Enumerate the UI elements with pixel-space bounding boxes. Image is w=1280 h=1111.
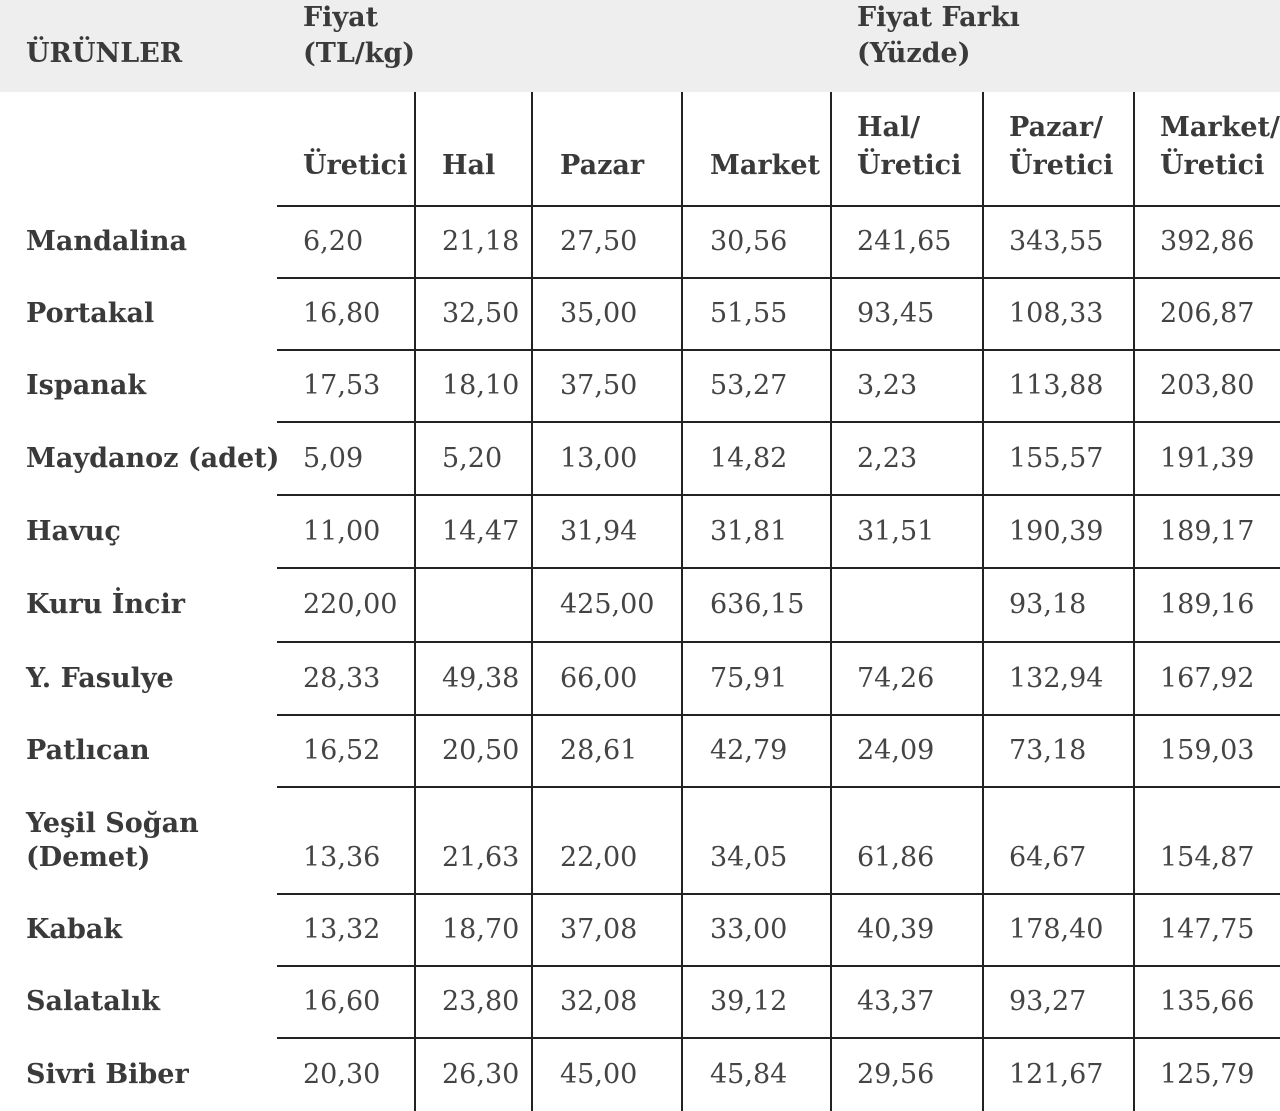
table-cell: 13,36 <box>303 841 381 873</box>
column-divider <box>982 92 984 1111</box>
table-cell: 392,86 <box>1160 226 1255 257</box>
column-divider <box>830 92 832 1111</box>
price-group-header: Fiyat (TL/kg) <box>303 2 416 69</box>
table-cell: 5,20 <box>442 442 503 474</box>
table-cell: 5,09 <box>303 442 364 474</box>
table-cell: 636,15 <box>710 589 805 620</box>
table-cell: 35,00 <box>560 298 638 329</box>
table-cell: 39,12 <box>710 986 788 1017</box>
table-cell: 20,30 <box>303 1058 381 1090</box>
table-cell: 241,65 <box>857 226 952 257</box>
table-cell: 33,00 <box>710 914 788 945</box>
row-divider <box>277 349 1280 351</box>
row-product-label: Sivri Biber <box>26 1058 189 1090</box>
table-cell: 206,87 <box>1160 298 1255 329</box>
table-cell: 31,51 <box>857 515 935 547</box>
products-column-header: ÜRÜNLER <box>26 38 183 69</box>
table-cell: 21,18 <box>442 226 520 257</box>
row-divider <box>277 277 1280 279</box>
row-product-label: Kuru İncir <box>26 589 185 620</box>
price-difference-group-header: Fiyat Farkı (Yüzde) <box>857 2 1020 69</box>
table-cell: 14,47 <box>442 515 520 547</box>
column-divider <box>414 92 416 1111</box>
row-divider <box>277 641 1280 643</box>
table-cell: 189,16 <box>1160 589 1255 620</box>
column-header: Market <box>710 150 820 181</box>
table-cell: 16,52 <box>303 735 381 766</box>
table-cell: 16,80 <box>303 298 381 329</box>
table-cell: 26,30 <box>442 1058 520 1090</box>
table-cell: 203,80 <box>1160 370 1255 401</box>
table-cell: 147,75 <box>1160 914 1255 945</box>
column-header: Hal <box>442 150 496 181</box>
row-product-label: Salatalık <box>26 986 160 1017</box>
table-cell: 32,08 <box>560 986 638 1017</box>
table-cell: 14,82 <box>710 442 788 474</box>
table-cell: 18,10 <box>442 370 520 401</box>
row-product-label: Mandalina <box>26 226 188 257</box>
row-divider <box>277 421 1280 423</box>
table-cell: 11,00 <box>303 515 381 547</box>
table-cell: 53,27 <box>710 370 788 401</box>
row-divider <box>277 786 1280 788</box>
row-divider <box>277 567 1280 569</box>
table-cell: 154,87 <box>1160 841 1255 873</box>
row-divider <box>277 205 1280 207</box>
table-cell: 45,84 <box>710 1058 788 1090</box>
table-cell: 28,61 <box>560 735 638 766</box>
column-header: Market/ Üretici <box>1160 112 1280 181</box>
column-header: Hal/ Üretici <box>857 112 962 181</box>
row-product-label: Maydanoz (adet) <box>26 442 280 474</box>
table-cell: 121,67 <box>1009 1058 1104 1090</box>
row-product-label: Portakal <box>26 298 155 329</box>
table-cell: 37,50 <box>560 370 638 401</box>
table-cell: 189,17 <box>1160 515 1255 547</box>
row-divider <box>277 893 1280 895</box>
table-cell: 93,27 <box>1009 986 1087 1017</box>
table-cell: 18,70 <box>442 914 520 945</box>
table-cell: 159,03 <box>1160 735 1255 766</box>
column-divider <box>681 92 683 1111</box>
table-cell: 17,53 <box>303 370 381 401</box>
table-cell: 66,00 <box>560 662 638 694</box>
table-cell: 31,81 <box>710 515 788 547</box>
table-cell: 16,60 <box>303 986 381 1017</box>
table-cell: 167,92 <box>1160 662 1255 694</box>
table-cell: 31,94 <box>560 515 638 547</box>
row-product-label: Yeşil Soğan (Demet) <box>26 807 199 873</box>
table-cell: 93,18 <box>1009 589 1087 620</box>
table-cell: 178,40 <box>1009 914 1104 945</box>
table-cell: 13,32 <box>303 914 381 945</box>
table-cell: 43,37 <box>857 986 935 1017</box>
row-product-label: Ispanak <box>26 370 147 401</box>
column-divider <box>1133 92 1135 1111</box>
row-product-label: Patlıcan <box>26 735 150 766</box>
table-cell: 343,55 <box>1009 226 1104 257</box>
table-cell: 51,55 <box>710 298 788 329</box>
table-cell: 30,56 <box>710 226 788 257</box>
table-cell: 22,00 <box>560 841 638 873</box>
table-cell: 20,50 <box>442 735 520 766</box>
table-cell: 13,00 <box>560 442 638 474</box>
table-cell: 73,18 <box>1009 735 1087 766</box>
column-header: Üretici <box>303 150 408 181</box>
table-cell: 425,00 <box>560 589 655 620</box>
table-cell: 23,80 <box>442 986 520 1017</box>
table-cell: 32,50 <box>442 298 520 329</box>
row-divider <box>277 714 1280 716</box>
column-divider <box>531 92 533 1111</box>
column-header: Pazar/ Üretici <box>1009 112 1114 181</box>
table-cell: 21,63 <box>442 841 520 873</box>
row-product-label: Havuç <box>26 515 121 547</box>
table-cell: 29,56 <box>857 1058 935 1090</box>
table-cell: 108,33 <box>1009 298 1104 329</box>
table-cell: 74,26 <box>857 662 935 694</box>
table-cell: 113,88 <box>1009 370 1104 401</box>
table-cell: 42,79 <box>710 735 788 766</box>
table-cell: 27,50 <box>560 226 638 257</box>
table-cell: 49,38 <box>442 662 520 694</box>
table-cell: 61,86 <box>857 841 935 873</box>
row-divider <box>277 494 1280 496</box>
table-cell: 220,00 <box>303 589 398 620</box>
table-cell: 3,23 <box>857 370 918 401</box>
table-cell: 2,23 <box>857 442 918 474</box>
table-cell: 191,39 <box>1160 442 1255 474</box>
table-cell: 135,66 <box>1160 986 1255 1017</box>
table-cell: 64,67 <box>1009 841 1087 873</box>
table-cell: 24,09 <box>857 735 935 766</box>
table-cell: 190,39 <box>1009 515 1104 547</box>
table-header-band <box>0 0 1280 92</box>
table-cell: 93,45 <box>857 298 935 329</box>
table-cell: 132,94 <box>1009 662 1104 694</box>
table-cell: 155,57 <box>1009 442 1104 474</box>
table-cell: 45,00 <box>560 1058 638 1090</box>
table-cell: 34,05 <box>710 841 788 873</box>
row-divider <box>277 965 1280 967</box>
table-cell: 125,79 <box>1160 1058 1255 1090</box>
table-cell: 40,39 <box>857 914 935 945</box>
row-product-label: Kabak <box>26 914 123 945</box>
table-cell: 28,33 <box>303 662 381 694</box>
table-cell: 75,91 <box>710 662 788 694</box>
column-header: Pazar <box>560 150 645 181</box>
row-divider <box>277 1037 1280 1039</box>
table-cell: 37,08 <box>560 914 638 945</box>
row-product-label: Y. Fasulye <box>26 662 174 694</box>
table-cell: 6,20 <box>303 226 364 257</box>
